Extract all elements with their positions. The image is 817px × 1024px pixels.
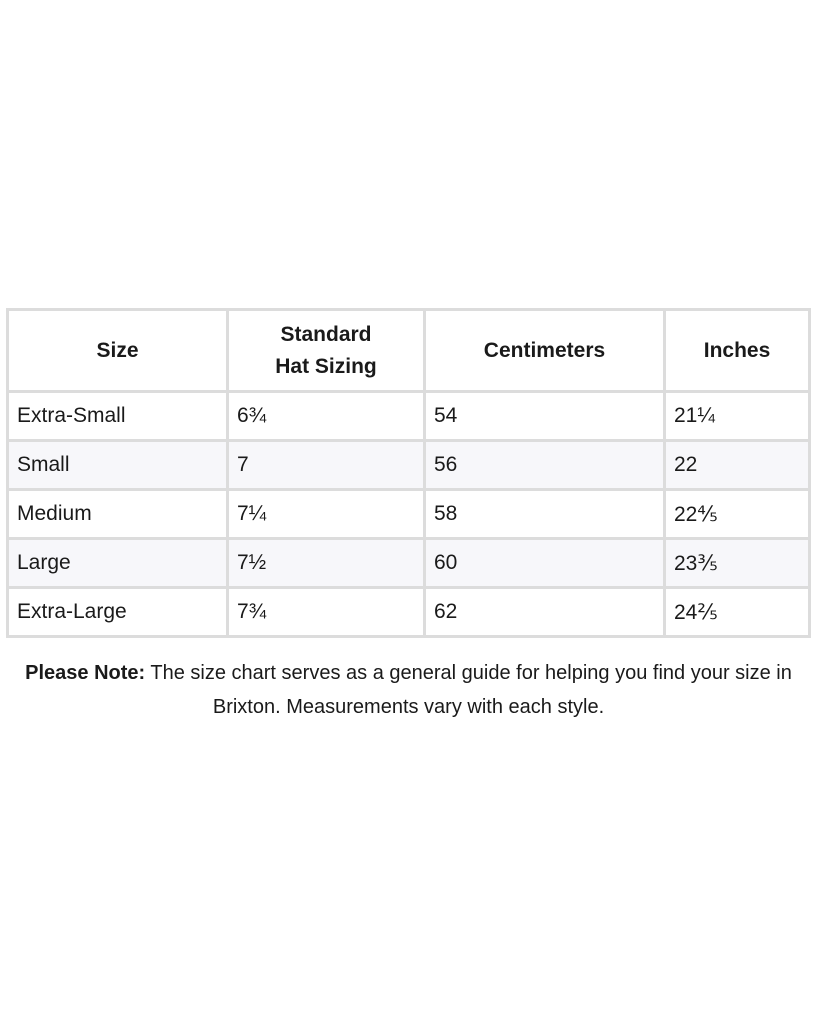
cell-inches: 22: [665, 441, 810, 490]
table-row: [8, 441, 810, 490]
cell-centimeters: 58: [425, 490, 665, 539]
size-chart-note: [0, 656, 817, 724]
cell-size: Small: [8, 441, 228, 490]
cell-standard: 6¾: [228, 392, 425, 441]
cell-standard: 7: [228, 441, 425, 490]
cell-centimeters: 56: [425, 441, 665, 490]
table-row: [8, 539, 810, 588]
cell-centimeters: 60: [425, 539, 665, 588]
cell-standard: 7½: [228, 539, 425, 588]
header-inches: Inches: [665, 310, 810, 392]
note-label: Please Note:: [25, 662, 146, 684]
table-row: [8, 490, 810, 539]
cell-size: Medium: [8, 490, 228, 539]
header-standard-line2: Hat Sizing: [275, 354, 377, 378]
cell-inches: 24⅖: [665, 588, 810, 637]
cell-inches: 23⅗: [665, 539, 810, 588]
cell-inches: 21¼: [665, 392, 810, 441]
cell-inches: 22⅘: [665, 490, 810, 539]
cell-centimeters: 54: [425, 392, 665, 441]
cell-size: Extra-Small: [8, 392, 228, 441]
cell-size: Large: [8, 539, 228, 588]
header-standard-hat-sizing: [228, 310, 425, 392]
cell-centimeters: 62: [425, 588, 665, 637]
cell-standard: 7¾: [228, 588, 425, 637]
table-row: [8, 588, 810, 637]
header-size: Size: [8, 310, 228, 392]
cell-standard: 7¼: [228, 490, 425, 539]
header-standard-line1: Standard: [280, 322, 372, 346]
note-text: The size chart serves as a general guide for helping you find your size in Brixton. Measurements vary with each style.: [145, 662, 792, 718]
size-chart-table: [6, 308, 811, 638]
table-header-row: [8, 310, 810, 392]
table-row: [8, 392, 810, 441]
cell-size: Extra-Large: [8, 588, 228, 637]
header-centimeters: Centimeters: [425, 310, 665, 392]
